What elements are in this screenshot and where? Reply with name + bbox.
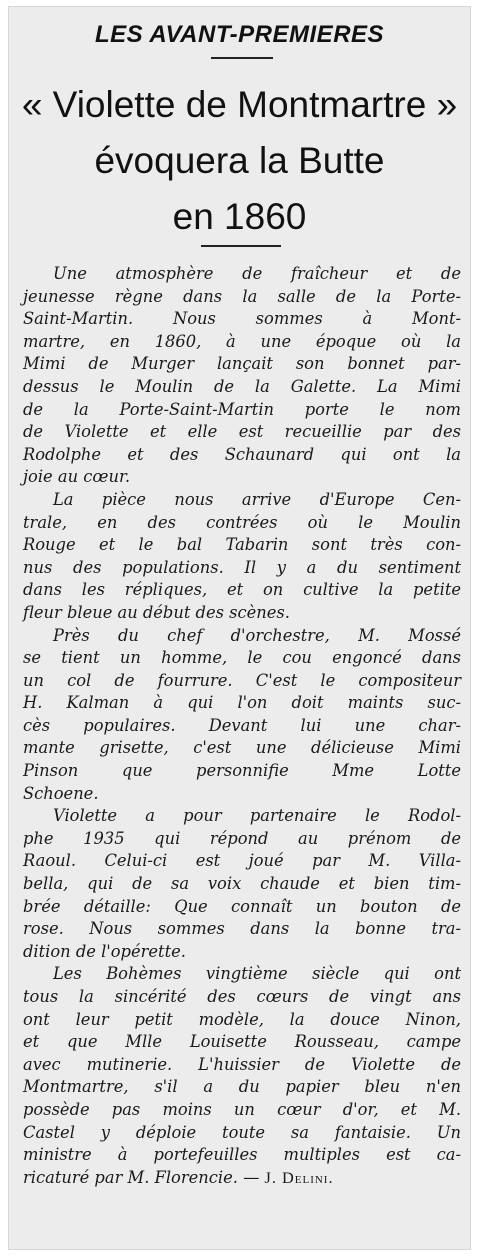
text-line: trale, en des contrées où le Moulin — [23, 512, 461, 532]
text-line: ricaturé par M. Florencie. — J. Delini. — [23, 1167, 334, 1187]
text-line: Rodolphe et des Schaunard qui ont la — [23, 444, 461, 464]
text-line: Pinson que personnifie Mme Lotte — [23, 761, 461, 781]
headline-divider — [201, 245, 281, 247]
article-paragraph — [23, 805, 461, 963]
text-line: Saint-Martin. Nous sommes à Mont- — [23, 309, 461, 329]
text-line: et que Mlle Louisette Rousseau, campe — [23, 1032, 461, 1052]
text-line: Castel y déploie toute sa fantaisie. Un — [23, 1122, 461, 1142]
text-line: nus des populations. Il y a du sentiment — [23, 557, 461, 577]
article-paragraph — [23, 263, 461, 489]
text-line: dition de l'opérette. — [23, 941, 186, 961]
text-line: bella, qui de sa voix chaude et bien tim- — [23, 874, 461, 894]
text-line: de Violette et elle est recueillie par des — [23, 422, 461, 442]
text-line: mante grisette, c'est une délicieuse Mimi — [23, 738, 461, 758]
text-line: phe 1935 qui répond au prénom de — [23, 828, 461, 848]
kicker-divider — [211, 57, 273, 59]
article-paragraph — [23, 489, 461, 625]
headline-line-3: en 1860 — [172, 196, 307, 237]
text-line: avec mutinerie. L'huissier de Violette de — [23, 1054, 461, 1074]
text-line: Violette a pour partenaire le Rodol- — [53, 806, 461, 826]
author-signature: J. Delini. — [264, 1167, 334, 1187]
text-line: un col de fourrure. C'est le compositeur — [23, 670, 461, 690]
text-line: jeunesse règne dans la salle de la Porte- — [23, 286, 461, 306]
text-line: joie au cœur. — [23, 467, 131, 487]
text-line: Une atmosphère de fraîcheur et de — [53, 264, 461, 283]
headline-line-2: évoquera la Butte — [94, 140, 385, 181]
text-line: La pièce nous arrive d'Europe Cen- — [53, 489, 461, 509]
text-line: possède pas moins un cœur d'or, et M. — [23, 1099, 461, 1119]
text-line: se tient un homme, le cou engoncé dans — [23, 648, 461, 668]
text-line: Les Bohèmes vingtième siècle qui ont — [53, 964, 461, 984]
article-paragraph — [23, 963, 461, 1189]
text-line: rose. Nous sommes dans la bonne tra- — [23, 919, 461, 939]
text-line: Raoul. Celui-ci est joué par M. Villa- — [23, 851, 461, 871]
section-kicker: LES AVANT-PREMIERES — [94, 21, 385, 48]
article-body — [23, 263, 461, 1189]
text-line: Mimi de Murger lançait son bonnet par- — [23, 354, 461, 374]
newspaper-clipping — [8, 6, 471, 1250]
text-line: Rouge et le bal Tabarin sont très con- — [23, 535, 461, 555]
text-line: tous la sincérité des cœurs de vingt ans — [23, 987, 461, 1006]
text-line: dessus le Moulin de la Galette. La Mimi — [23, 376, 461, 396]
text-line: Schoene. — [23, 783, 99, 803]
article-paragraph — [23, 625, 461, 806]
text-line: dans les répliques, et on cultive la petite — [23, 580, 461, 600]
text-line: cès populaires. Devant lui une char- — [23, 715, 461, 735]
article-headline — [9, 77, 470, 245]
text-line: fleur bleue au début des scènes. — [23, 602, 290, 622]
headline-line-1: « Violette de Montmartre » — [21, 84, 458, 125]
text-line: ministre à portefeuilles multiples est ca- — [23, 1145, 461, 1165]
text-line: Montmartre, s'il a du papier bleu n'en — [23, 1077, 461, 1097]
text-line: martre, en 1860, à une époque où la — [23, 331, 461, 351]
text-line: ont leur petit modèle, la douce Ninon, — [23, 1009, 461, 1029]
text-line: brée détaille: Que connaît un bouton de — [23, 896, 461, 916]
text-line: de la Porte-Saint-Martin porte le nom — [23, 399, 461, 419]
text-line: Près du chef d'orchestre, M. Mossé — [53, 625, 461, 645]
text-line: H. Kalman à qui l'on doit maints suc- — [23, 693, 461, 713]
